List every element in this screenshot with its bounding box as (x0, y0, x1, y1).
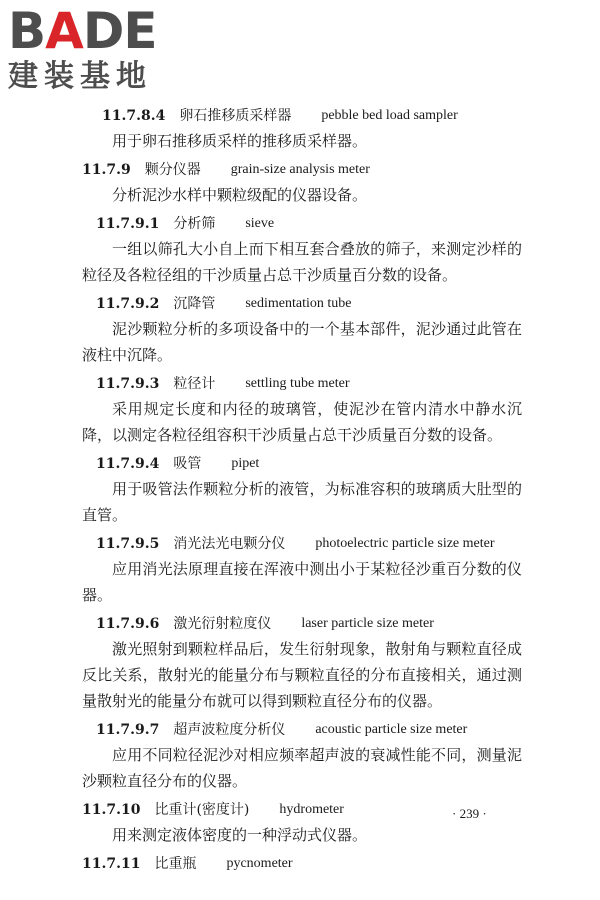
entry-term-english: hydrometer (279, 802, 344, 817)
entry-term-chinese: 卵石推移质采样器 (179, 108, 292, 124)
entry-definition: 采用规定长度和内径的玻璃管，使泥沙在管内清水中静水沉降，以测定各粒径组容积干沙质量占总干沙质量百分数的设备。 (82, 400, 522, 444)
glossary-entry (82, 852, 522, 876)
entry-heading (82, 452, 522, 476)
glossary-entry (82, 612, 522, 714)
glossary-entry (82, 718, 522, 794)
entry-number: 11.7.8.4 (102, 108, 166, 124)
entry-definition: 应用不同粒径泥沙对相应频率超声波的衰减性能不同，测量泥沙颗粒直径分布的仪器。 (82, 746, 522, 790)
entry-heading (82, 612, 522, 636)
entry-definition: 用于卵石推移质采样的推移质采样器。 (112, 132, 368, 150)
entry-term-chinese: 比重计(密度计) (154, 802, 250, 818)
entry-term-chinese: 消光法光电颗分仪 (173, 536, 286, 552)
glossary-entry (82, 372, 522, 448)
entry-term-english: pycnometer (226, 856, 293, 871)
entry-number: 11.7.10 (82, 802, 141, 818)
entry-number: 11.7.9 (82, 162, 131, 178)
entry-term-english: photoelectric particle size meter (315, 536, 495, 551)
glossary-entry (82, 104, 522, 154)
entry-heading (82, 852, 522, 876)
entry-number: 11.7.9.5 (96, 536, 160, 552)
entry-term-chinese: 吸管 (173, 456, 202, 472)
entry-term-chinese: 沉降管 (173, 296, 216, 312)
glossary-content (82, 104, 522, 876)
entry-number: 11.7.9.4 (96, 456, 160, 472)
entry-definition: 用于吸管法作颗粒分析的液管，为标准容积的玻璃质大肚型的直管。 (82, 480, 522, 524)
entry-number: 11.7.9.7 (96, 722, 160, 738)
entry-term-english: pipet (231, 456, 260, 471)
logo-wordmark: BADE (8, 2, 157, 60)
entry-number: 11.7.11 (82, 856, 141, 872)
entry-term-english: grain-size analysis meter (230, 162, 370, 177)
entry-term-chinese: 激光衍射粒度仪 (173, 616, 272, 632)
entry-term-english: laser particle size meter (301, 616, 434, 631)
entry-definition: 激光照射到颗粒样品后，发生衍射现象，散射角与颗粒直径成反比关系，散射光的能量分布与颗粒直径的分布直接相关，通过测量散射光的能量分布就可以得到颗粒直径分布的仪器。 (82, 640, 522, 710)
glossary-entry (82, 292, 522, 368)
entry-heading (82, 104, 522, 128)
entry-term-english: acoustic particle size meter (315, 722, 468, 737)
entry-number: 11.7.9.2 (96, 296, 160, 312)
logo (8, 2, 178, 94)
entry-definition: 泥沙颗粒分析的多项设备中的一个基本部件，泥沙通过此管在液柱中沉降。 (82, 320, 522, 364)
entry-term-chinese: 比重瓶 (154, 856, 197, 872)
entry-term-english: settling tube meter (245, 376, 350, 391)
entry-term-chinese: 颗分仪器 (144, 162, 201, 178)
entry-heading (82, 212, 522, 236)
logo-subtitle: 建装基地 (8, 59, 152, 94)
entry-number: 11.7.9.1 (96, 216, 160, 232)
entry-heading (82, 292, 522, 316)
glossary-entry (82, 452, 522, 528)
glossary-entry (82, 212, 522, 288)
entry-definition: 用来测定液体密度的一种浮动式仪器。 (112, 826, 368, 844)
glossary-entry (82, 532, 522, 608)
page-number: · 239 · (452, 806, 487, 821)
entry-definition: 一组以筛孔大小自上而下相互套合叠放的筛子，来测定沙样的粒径及各粒径组的干沙质量占总干沙质量百分数的设备。 (82, 240, 522, 284)
entry-heading (82, 158, 522, 182)
entry-term-english: pebble bed load sampler (321, 108, 458, 123)
entry-number: 11.7.9.3 (96, 376, 160, 392)
entry-definition: 分析泥沙水样中颗粒级配的仪器设备。 (112, 186, 368, 204)
glossary-entry (82, 158, 522, 208)
entry-definition: 应用消光法原理直接在浑液中测出小于某粒径沙重百分数的仪器。 (82, 560, 522, 604)
entry-heading (82, 532, 522, 556)
entry-heading (82, 372, 522, 396)
entry-heading (82, 718, 522, 742)
entry-number: 11.7.9.6 (96, 616, 160, 632)
entry-term-english: sedimentation tube (245, 296, 352, 311)
entry-term-chinese: 分析筛 (173, 216, 216, 232)
entry-term-english: sieve (245, 216, 275, 231)
entry-term-chinese: 超声波粒度分析仪 (173, 722, 286, 738)
entry-term-chinese: 粒径计 (173, 376, 216, 392)
